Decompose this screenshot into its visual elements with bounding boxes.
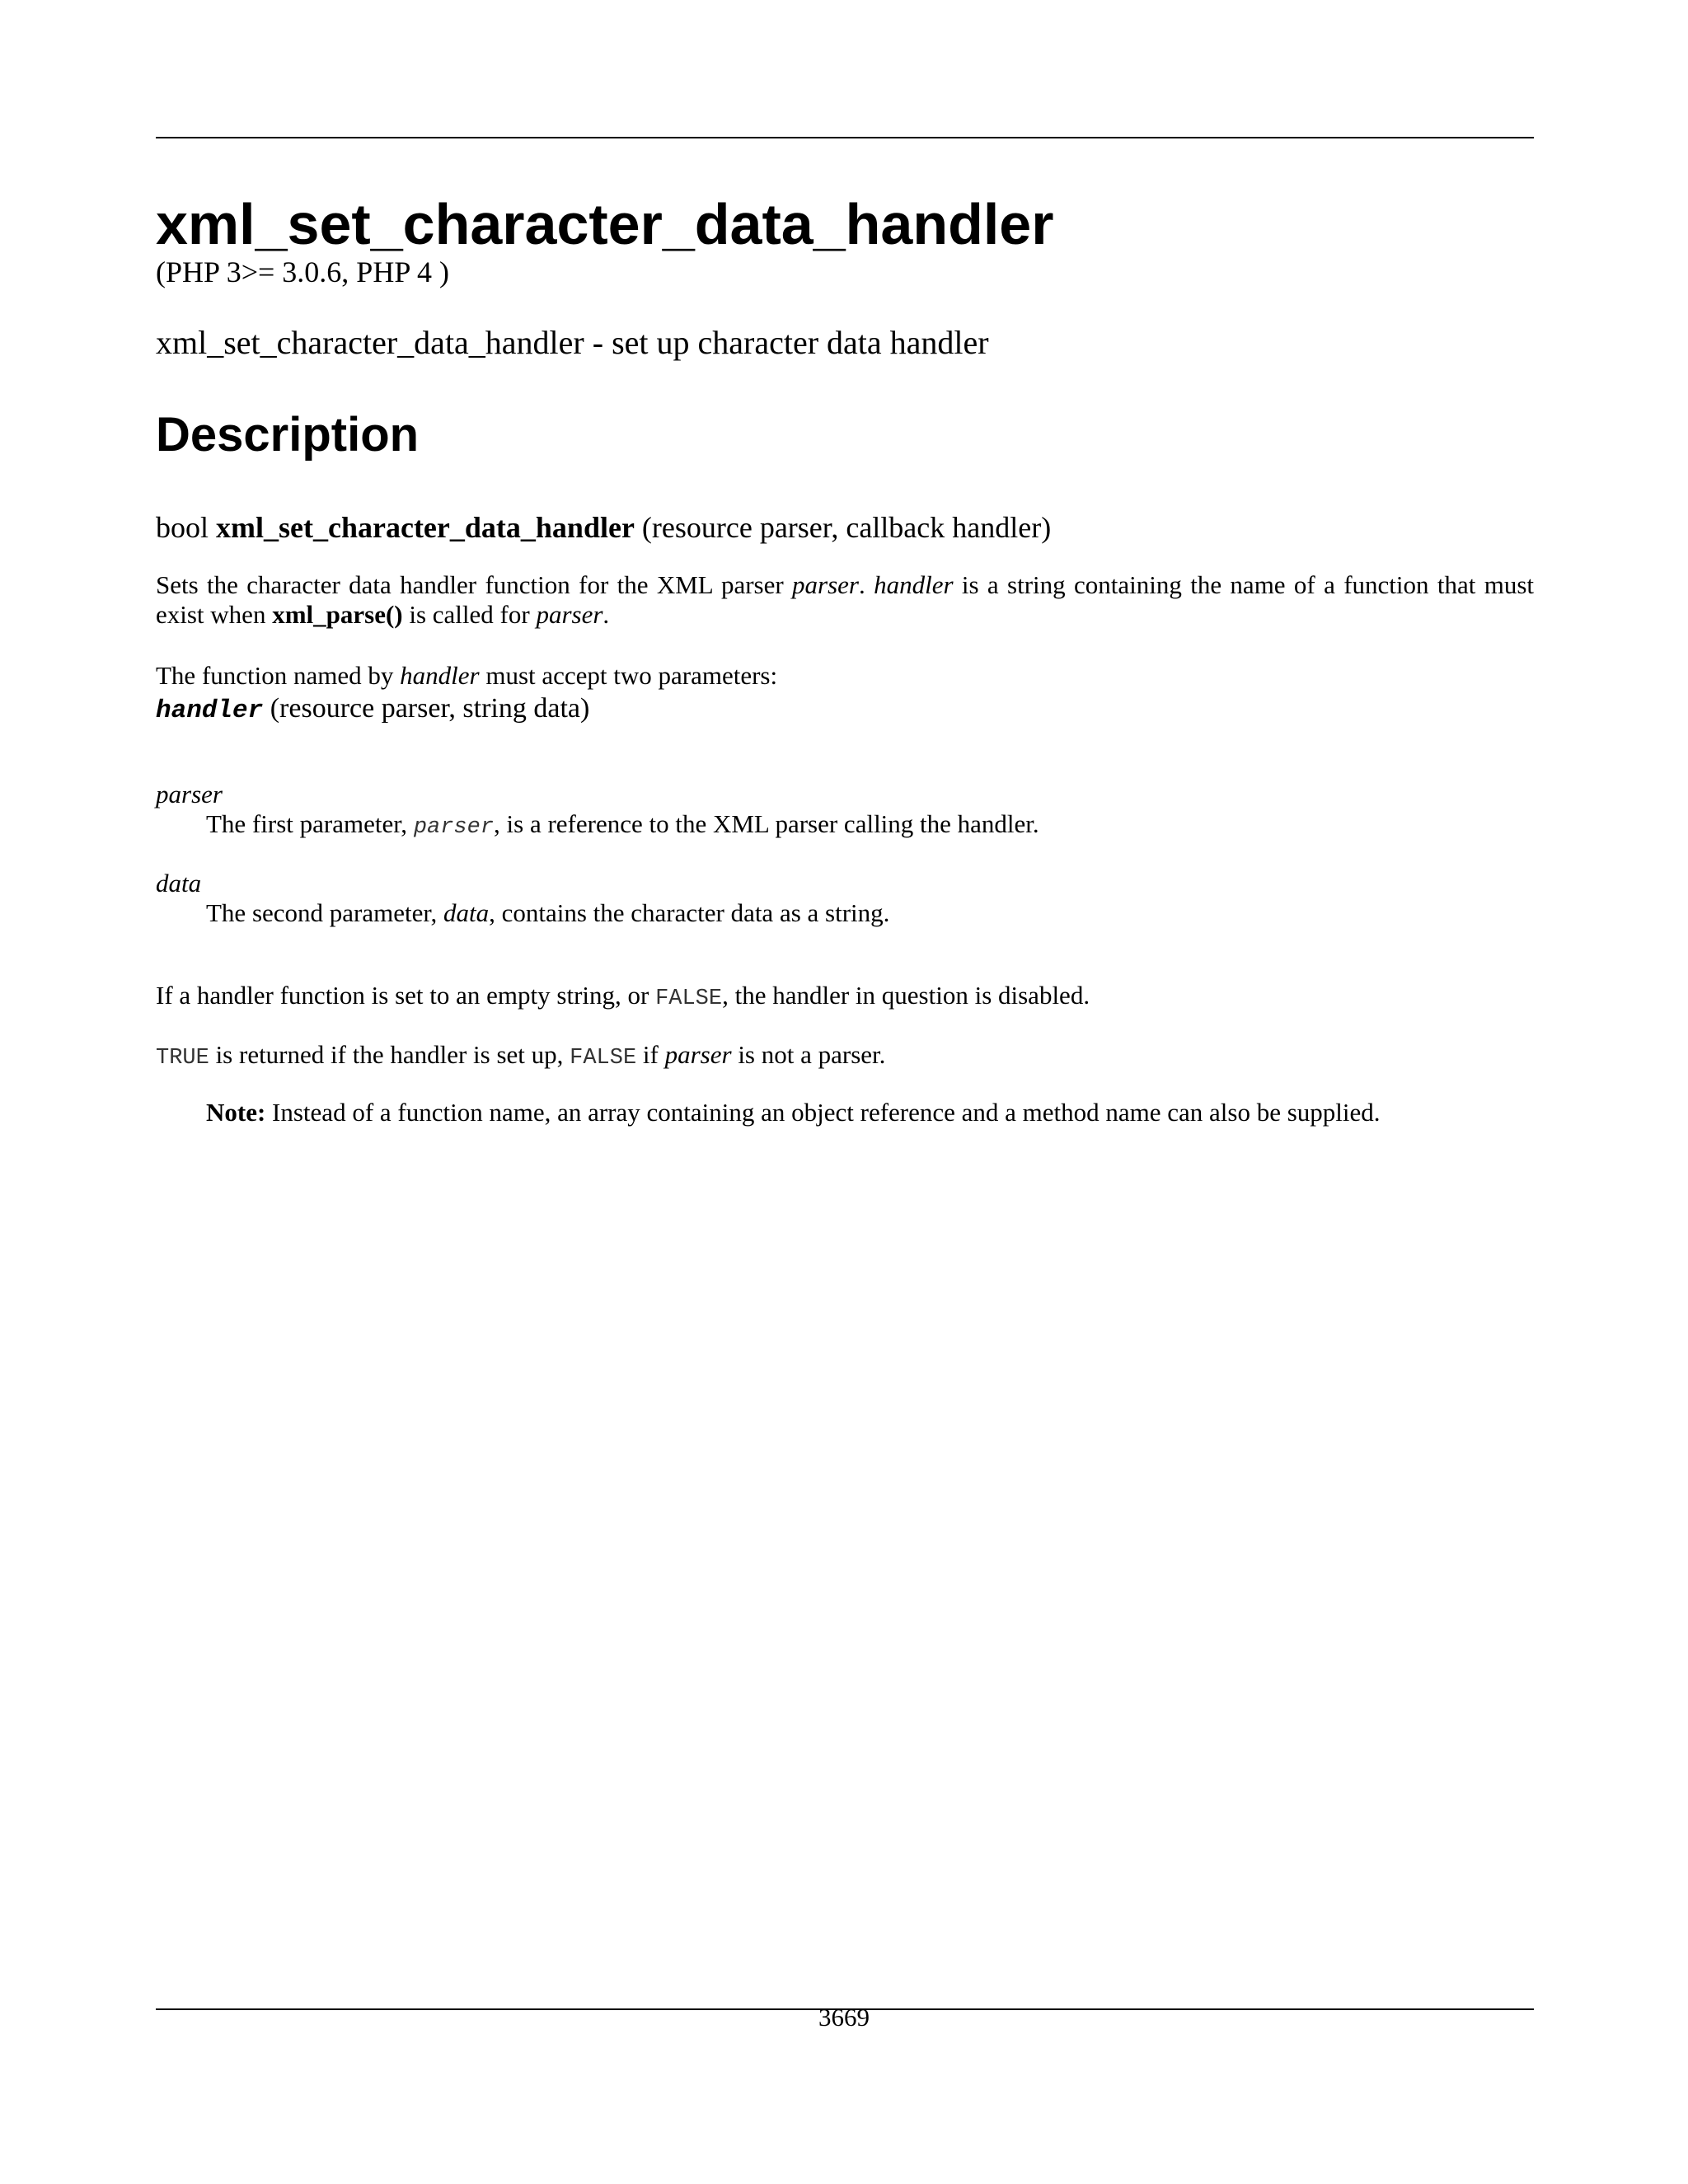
text-run: must accept two parameters: <box>479 661 778 690</box>
description-paragraph-3 <box>156 981 1534 1014</box>
synopsis-return-type: bool <box>156 511 209 544</box>
text-run: is returned if the handler is set up, <box>209 1040 570 1069</box>
callback-params: (resource parser, string data) <box>263 693 590 724</box>
param-definition-data <box>206 898 1534 928</box>
param-definition-parser <box>206 809 1534 842</box>
text-run: . <box>858 570 874 599</box>
description-paragraph-2 <box>156 661 1534 691</box>
param-ref-data: data <box>443 898 490 927</box>
text-run: , contains the character data as a string. <box>489 898 890 927</box>
php-versions: (PHP 3>= 3.0.6, PHP 4 ) <box>156 255 449 288</box>
function-link-xml-parse[interactable]: xml_parse() <box>272 600 403 629</box>
return-value-paragraph <box>156 1040 1534 1073</box>
param-ref-parser: parser <box>792 570 859 599</box>
text-run: , the handler in question is disabled. <box>722 981 1090 1010</box>
text-run: is a string containing the name of a function that must exist when <box>156 570 1535 629</box>
text-run: If a handler function is set to an empty string, or <box>156 981 656 1010</box>
text-run: is not a parser. <box>731 1040 886 1069</box>
callback-name: handler <box>156 696 264 725</box>
synopsis-params: (resource parser, callback handler) <box>641 511 1052 544</box>
note-text: Instead of a function name, an array containing an object reference and a method name can also be supplied. <box>265 1098 1381 1127</box>
section-heading-description: Description <box>156 408 420 462</box>
constant-false: FALSE <box>655 987 723 1011</box>
synopsis-function-name: xml_set_character_data_handler <box>216 511 635 544</box>
text-run: The function named by <box>156 661 401 690</box>
note-label: Note: <box>206 1098 266 1127</box>
text-run: is called for <box>402 600 537 629</box>
text-run: Sets the character data handler function for the XML parser <box>156 570 793 599</box>
text-run: if <box>636 1040 665 1069</box>
function-synopsis <box>156 508 1534 547</box>
param-ref-handler: handler <box>400 661 480 690</box>
text-run: , is a reference to the XML parser calling the handler. <box>494 809 1039 838</box>
param-code-parser: parser <box>413 815 495 840</box>
text-run: The second parameter, <box>206 898 443 927</box>
top-rule <box>156 137 1534 138</box>
note-box <box>206 1098 1534 1127</box>
text-run: . <box>603 600 610 629</box>
refname-summary: xml_set_character_data_handler - set up character data handler <box>156 324 989 361</box>
page-number: 3669 <box>818 2003 870 2032</box>
param-ref-parser: parser <box>664 1040 732 1069</box>
param-ref-parser: parser <box>536 600 603 629</box>
page-title: xml_set_character_data_handler <box>156 192 1054 256</box>
constant-false: FALSE <box>570 1046 637 1071</box>
description-paragraph-1 <box>156 570 1534 630</box>
param-term-parser: parser <box>156 780 223 808</box>
param-term-data: data <box>156 869 202 898</box>
constant-true: TRUE <box>156 1046 209 1071</box>
text-run: The first parameter, <box>206 809 414 838</box>
param-ref-handler: handler <box>874 570 954 599</box>
callback-synopsis <box>156 691 1534 729</box>
